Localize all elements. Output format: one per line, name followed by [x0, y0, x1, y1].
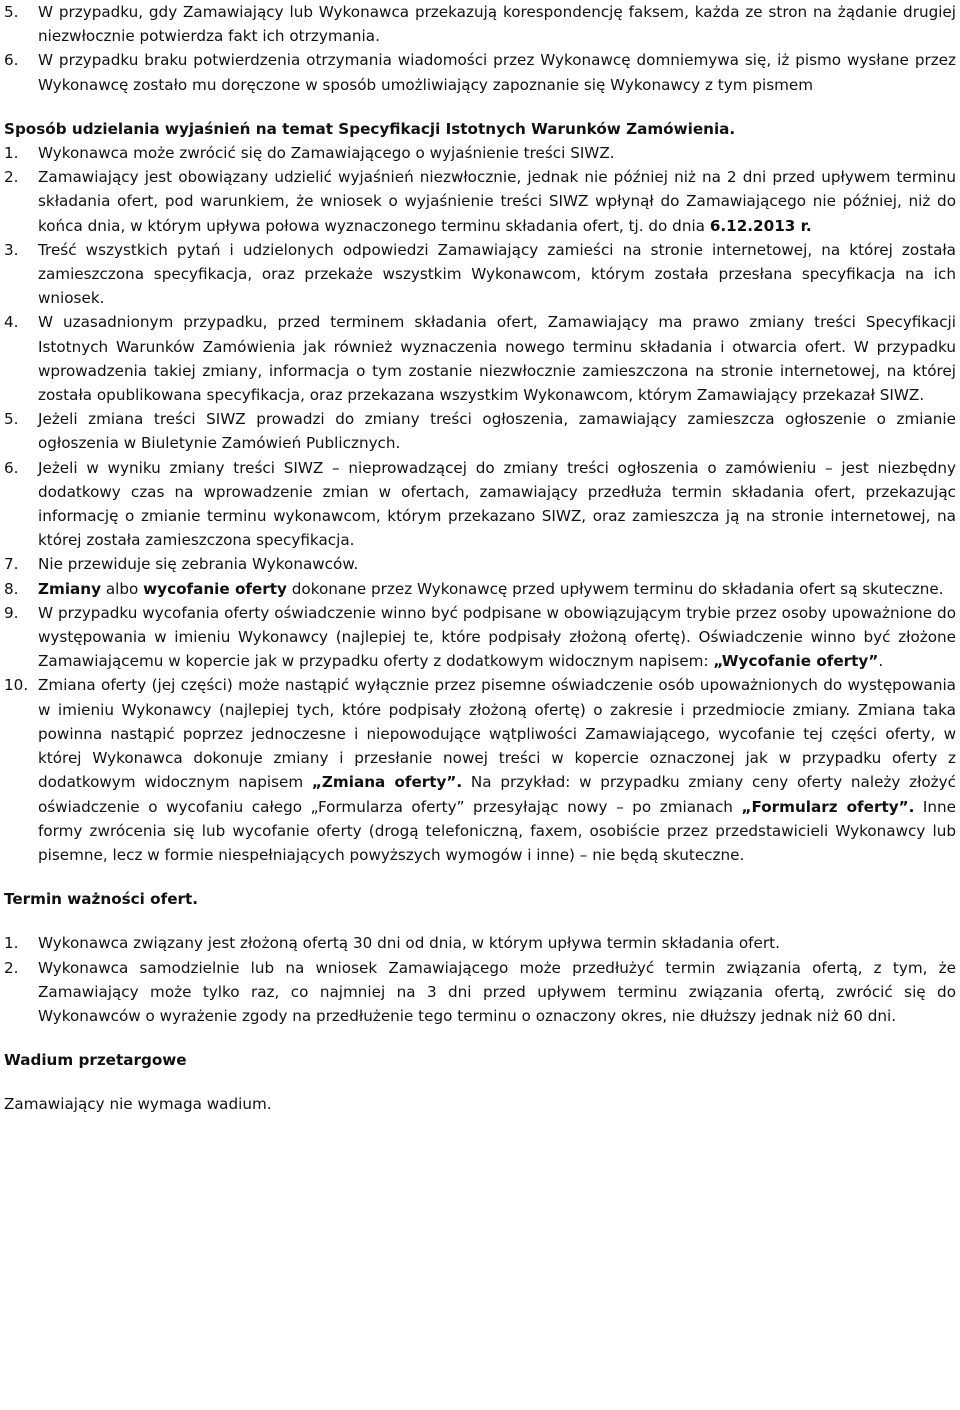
list-item — [4, 310, 956, 407]
section-correspondence — [4, 0, 956, 97]
item-text-part: . — [878, 652, 884, 671]
item-number: 3. — [4, 240, 19, 259]
item-number: 8. — [4, 579, 19, 598]
list-item — [4, 931, 956, 955]
list-item — [4, 456, 956, 553]
item-number: 6. — [4, 458, 19, 477]
item-text: Jeżeli w wyniku zmiany treści SIWZ – nieprowadzącej do zmiany treści ogłoszenia o zamówieniu – jest niezbędny dodatkowy czas na wprowadzenie zmian w ofertach, zamawiający przedłuża termin składania ofert, przekazując informację o zmianie terminu wykonawcom, którym przekazano SIWZ, oraz zamieszcza ją na stronie internetowej, na której została zamieszczona specyfikacja. — [38, 458, 956, 550]
item-text: Wykonawca samodzielnie lub na wniosek Zamawiającego może przedłużyć termin związania ofertą, z tym, że Zamawiający może tylko raz, co najmniej na 3 dni przed upływem terminu związania ofertą, zwrócić się do Wykonawców o wyrażenie zgody na przedłużenie tego terminu o oznaczony okres, nie dłuższy jednak niż 60 dni. — [38, 958, 956, 1025]
list-item — [4, 48, 956, 96]
bold-phrase: wycofanie oferty — [143, 579, 287, 598]
item-text-part: dokonane przez Wykonawcę przed upływem terminu do składania ofert są skuteczne. — [286, 579, 944, 598]
item-text: W przypadku, gdy Zamawiający lub Wykonawca przekazują korespondencję faksem, każda ze stron na żądanie drugiej niezwłocznie potwierdza fakt ich otrzymania. — [38, 3, 956, 46]
item-number: 6. — [4, 51, 19, 70]
section-heading-explanations: Sposób udzielania wyjaśnień na temat Specyfikacji Istotnych Warunków Zamówienia. — [4, 119, 736, 138]
item-text: Jeżeli zmiana treści SIWZ prowadzi do zmiany treści ogłoszenia, zamawiający zamieszcza ogłoszenie o zmianie ogłoszenia w Biuletynie Zamówień Publicznych. — [38, 410, 956, 453]
item-number: 7. — [4, 555, 19, 574]
item-number: 10. — [4, 676, 29, 695]
item-number: 9. — [4, 603, 19, 622]
item-number: 2. — [4, 168, 19, 187]
item-text-part: W przypadku wycofania oferty oświadczenie winno być podpisane w obowiązującym trybie przez osoby upoważnione do występowania w imieniu Wykonawcy (najlepiej te, które podpisały złożoną ofertę). Oświadczenie winno być złożone Zamawiającemu w kopercie jak w przypadku oferty z dodatkowym widocznym napisem: — [38, 603, 956, 671]
item-text — [38, 673, 956, 867]
item-text: Nie przewiduje się zebrania Wykonawców. — [38, 555, 359, 574]
list-item — [4, 141, 956, 165]
item-number: 4. — [4, 313, 19, 332]
item-text — [38, 577, 956, 601]
bold-phrase: „Zmiana oferty”. — [311, 773, 463, 792]
section-explanations — [4, 141, 956, 867]
item-number: 2. — [4, 958, 19, 977]
deadline-date: 6.12.2013 r. — [709, 216, 812, 235]
list-item — [4, 0, 956, 48]
list-item — [4, 956, 956, 1029]
bold-phrase: „Formularz oferty”. — [741, 797, 915, 816]
bold-phrase: Zmiany — [38, 579, 102, 598]
list-item — [4, 238, 956, 311]
item-text: W uzasadnionym przypadku, przed terminem składania ofert, Zamawiający ma prawo zmiany treści Specyfikacji Istotnych Warunków Zamówienia jak również wyznaczenia nowego terminu składania i otwarcia ofert. W przypadku wprowadzenia takiej zmiany, informacja o tym zostanie niezwłocznie zamieszczona na stronie internetowej, na której została opublikowana specyfikacja, oraz przekazana wszystkim Wykonawcom, którym Zamawiający przekazał SIWZ. — [38, 313, 956, 405]
item-text — [38, 165, 956, 238]
item-text: Wykonawca może zwrócić się do Zamawiającego o wyjaśnienie treści SIWZ. — [38, 144, 615, 163]
item-text: Treść wszystkich pytań i udzielonych odpowiedzi Zamawiający zamieści na stronie internetowej, na której została zamieszczona specyfikacja, oraz przekaże wszystkim Wykonawcom, którym została przesłana specyfikacja na ich wniosek. — [38, 240, 956, 308]
item-number: 5. — [4, 3, 19, 21]
item-text — [38, 601, 956, 674]
list-item — [4, 673, 956, 867]
item-text: W przypadku braku potwierdzenia otrzymania wiadomości przez Wykonawcę domniemywa się, iż pismo wysłane przez Wykonawcę zostało mu doręczone w sposób umożliwiający zapoznanie się Wykonawcy z tym pismem — [38, 51, 956, 94]
item-number: 1. — [4, 144, 19, 163]
item-text-part: Na przykład: w przypadku zmiany ceny oferty należy złożyć oświadczenie o wycofaniu całego „Formularza oferty” przesyłając nowy – po zmianach — [38, 773, 956, 816]
item-number: 5. — [4, 410, 19, 429]
section-heading-offer-validity: Termin ważności ofert. — [4, 890, 199, 909]
item-text: Wykonawca związany jest złożoną ofertą 30 dni od dnia, w którym upływa termin składania ofert. — [38, 934, 780, 953]
item-text-part: Zamawiający jest obowiązany udzielić wyjaśnień niezwłocznie, jednak nie później niż na 2 dni przed upływem terminu składania ofert, pod warunkiem, że wniosek o wyjaśnienie treści SIWZ wpłynął do Zamawiającego nie później, niż do końca dnia, w którym upływa połowa wyznaczonego terminu składania ofert, tj. do dnia — [38, 168, 956, 235]
list-item — [4, 165, 956, 238]
item-number: 1. — [4, 934, 19, 953]
wadium-text: Zamawiający nie wymaga wadium. — [4, 1095, 272, 1114]
item-text-part: albo — [101, 579, 144, 598]
section-heading-wadium: Wadium przetargowe — [4, 1051, 187, 1070]
item-text-part: Zmiana oferty (jej części) może nastąpić wyłącznie przez pisemne oświadczenie osób upoważnionych do występowania w imieniu Wykonawcy (najlepiej tych, które podpisały złożoną ofertę) o zakresie i przedmiocie zmiany. Zmiana taka powinna nastąpić poprzez jednoczesne i niepowodujące wątpliwości Zamawiającego, wycofanie tej części oferty, w której Wykonawca dokonuje zmiany i przesłanie nowej treści w kopercie oznaczonej jak w przypadku oferty z dodatkowym widocznym napisem — [38, 676, 956, 792]
list-item — [4, 577, 956, 601]
section-offer-validity — [4, 931, 956, 1028]
bold-phrase: „Wycofanie oferty” — [713, 652, 879, 671]
list-item — [4, 552, 956, 576]
list-item — [4, 601, 956, 674]
list-item — [4, 407, 956, 455]
item-text-part: Inne formy zwrócenia się lub wycofanie oferty (drogą telefoniczną, faxem, osobiście przez przedstawicieli Wykonawcy lub pisemne, lecz w formie niespełniających powyższych wymogów i inne) – nie będą skuteczne. — [38, 797, 956, 864]
